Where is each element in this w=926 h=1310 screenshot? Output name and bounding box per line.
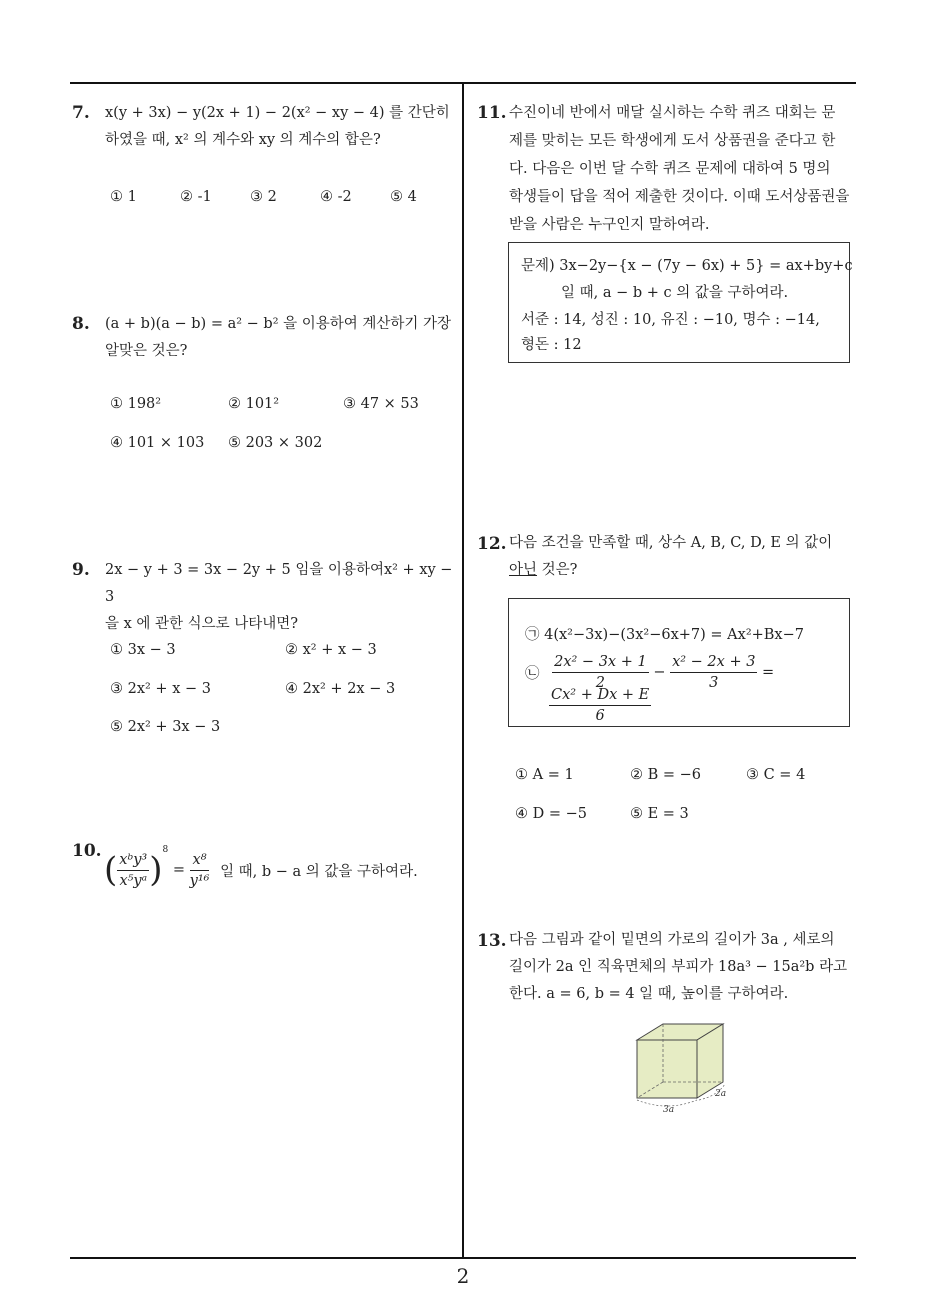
numerator: xᵇy³: [117, 850, 149, 871]
question-line: 수진이네 반에서 매달 실시하는 수학 퀴즈 대회는 문: [509, 105, 836, 121]
box-line: 문제) 3x−2y−{x − (7y − 6x) + 5} = ax+by+c: [521, 258, 853, 274]
question-text: [509, 530, 861, 584]
option-4[interactable]: ④ -2: [320, 189, 352, 205]
question-text: [105, 557, 460, 638]
numerator: Cx² + Dx + E: [549, 685, 651, 706]
underlined-word: 아닌: [509, 562, 538, 578]
question-text: [105, 100, 455, 154]
denominator: x⁵yᵃ: [119, 872, 148, 889]
fraction: [670, 652, 757, 693]
bottom-rule: [70, 1257, 856, 1259]
question-line: 알맞은 것은?: [105, 343, 188, 359]
denominator: y¹⁶: [189, 872, 210, 889]
question-text: 일 때, b − a 의 값을 구하여라.: [220, 863, 418, 880]
exponent: 8: [162, 845, 169, 855]
option-1[interactable]: ① A = 1: [515, 767, 574, 783]
option-4[interactable]: ④ D = −5: [515, 806, 587, 822]
depth-label: 2a: [715, 1089, 727, 1099]
option-3[interactable]: ③ 2x² + x − 3: [110, 681, 211, 697]
page-number: 2: [456, 1264, 470, 1288]
question-number: 9.: [72, 560, 90, 580]
question-line: 받을 사람은 누구인지 말하여라.: [509, 217, 710, 233]
option-1[interactable]: ① 3x − 3: [110, 642, 176, 658]
question-text: [509, 99, 861, 239]
question-line: 학생들이 답을 적어 제출한 것이다. 이때 도서상품권을: [509, 189, 850, 205]
condition-2-rhs: [549, 685, 651, 726]
option-2[interactable]: ② B = −6: [630, 767, 702, 783]
option-5[interactable]: ⑤ 4: [390, 189, 417, 205]
box-line: 형돈 : 12: [521, 337, 582, 353]
option-5[interactable]: ⑤ 203 × 302: [228, 435, 323, 451]
denominator: 6: [595, 708, 605, 724]
option-4[interactable]: ④ 101 × 103: [110, 435, 205, 451]
option-2[interactable]: ② 101²: [228, 396, 280, 412]
numerator: x⁸: [190, 850, 210, 871]
question-number: 13.: [477, 931, 507, 951]
fraction: [549, 685, 651, 726]
option-4[interactable]: ④ 2x² + 2x − 3: [285, 681, 396, 697]
condition-1: ㉠ 4(x²−3x)−(3x²−6x+7) = Ax²+Bx−7: [525, 627, 804, 643]
option-3[interactable]: ③ 2: [250, 189, 277, 205]
width-label: 3a: [663, 1105, 675, 1115]
question-number: 10.: [72, 841, 102, 861]
option-3[interactable]: ③ 47 × 53: [343, 396, 419, 412]
cuboid-figure: [625, 1020, 755, 1120]
box-line: 서준 : 14, 성진 : 10, 유진 : −10, 명수 : −14,: [521, 312, 820, 328]
question-line: x(y + 3x) − y(2x + 1) − 2(x² − xy − 4) 를 간단히: [105, 105, 450, 121]
equation: ( $\frac{\text{xᵇy³}}{\text{x⁵yᵃ}}$ )$^8$ = $\frac{\text{x⁸}}{\text{y¹⁶}}$ 일 때, b − a 의 값을 구하여라.: [104, 845, 418, 890]
question-line-rest: 것은?: [537, 562, 578, 578]
question-line: 2x − y + 3 = 3x − 2y + 5 임을 이용하여x² + xy − 3: [105, 562, 453, 605]
cuboid-front-face: [637, 1040, 697, 1098]
option-2[interactable]: ② x² + x − 3: [285, 642, 377, 658]
question-text: [105, 311, 455, 365]
problem-box: [508, 242, 853, 363]
question-number: 8.: [72, 314, 90, 334]
condition-label: ㉡: [525, 666, 540, 682]
option-2[interactable]: ② -1: [180, 189, 212, 205]
question-text: [509, 927, 861, 1008]
operator: =: [762, 664, 775, 681]
question-line: 한다. a = 6, b = 4 일 때, 높이를 구하여라.: [509, 986, 789, 1002]
numerator: 2x² − 3x + 1: [552, 652, 649, 673]
fraction: [190, 850, 210, 891]
question-line: [509, 557, 861, 584]
numerator: x² − 2x + 3: [670, 652, 757, 673]
operator: −: [653, 664, 666, 681]
question-line: 다. 다음은 이번 달 수학 퀴즈 문제에 대하여 5 명의: [509, 161, 831, 177]
option-1[interactable]: ① 1: [110, 189, 137, 205]
question-line: 길이가 2a 인 직육면체의 부피가 18a³ − 15a²b 라고: [509, 959, 848, 975]
option-1[interactable]: ① 198²: [110, 396, 162, 412]
question-line: (a + b)(a − b) = a² − b² 을 이용하여 계산하기 가장: [105, 316, 452, 332]
question-number: 7.: [72, 103, 90, 123]
box-line: 일 때, a − b + c 의 값을 구하여라.: [561, 285, 789, 301]
question-line: 을 x 에 관한 식으로 나타내면?: [105, 616, 299, 632]
question-line: 제를 맞히는 모든 학생에게 도서 상품권을 준다고 한: [509, 133, 836, 149]
option-5[interactable]: ⑤ E = 3: [630, 806, 689, 822]
denominator: 3: [709, 675, 719, 691]
denominator: 2: [595, 675, 606, 691]
fraction: [117, 850, 149, 891]
option-5[interactable]: ⑤ 2x² + 3x − 3: [110, 719, 221, 735]
condition-box: [508, 598, 850, 727]
column-divider: [462, 82, 464, 1258]
question-number: 12.: [477, 534, 507, 554]
option-3[interactable]: ③ C = 4: [746, 767, 806, 783]
question-number: 11.: [477, 103, 507, 123]
question-line: 하였을 때, x² 의 계수와 xy 의 계수의 합은?: [105, 132, 381, 148]
question-line: 다음 조건을 만족할 때, 상수 A, B, C, D, E 의 값이: [509, 535, 833, 551]
question-line: 다음 그림과 같이 밑면의 가로의 길이가 3a , 세로의: [509, 932, 835, 948]
